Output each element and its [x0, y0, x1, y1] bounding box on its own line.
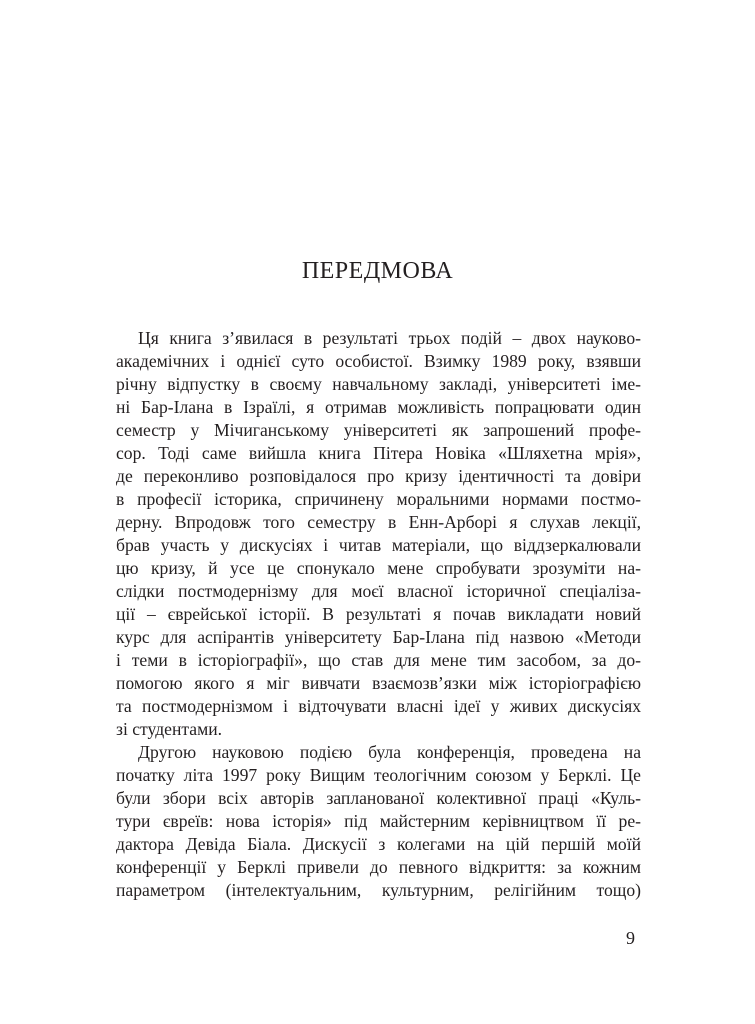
text-line: цю кризу, й усе це спонукало мене спробувати зрозуміти на-	[116, 558, 641, 578]
page-number: 9	[626, 928, 635, 948]
chapter-title: ПЕРЕДМОВА	[301, 258, 454, 284]
text-line: конференції у Берклі привели до певного відкриття: за кожним	[116, 857, 641, 877]
paragraph	[116, 327, 641, 741]
body-text	[116, 327, 641, 902]
text-line: помогою якого я міг вивчати взаємозв’язки між історіографією	[116, 673, 641, 693]
text-line: сор. Тоді саме вийшла книга Пітера Новіка «Шляхетна мрія»,	[116, 443, 641, 463]
text-line: та постмодернізмом і відточувати власні ідеї у живих дискусіях	[116, 696, 641, 716]
text-line: дерну. Впродовж того семестру в Енн-Арборі я слухав лекції,	[116, 512, 641, 532]
text-line: параметром (інтелектуальним, культурним, релігійним тощо)	[116, 880, 641, 900]
text-line: були збори всіх авторів запланованої колективної праці «Куль-	[116, 788, 641, 808]
text-line: ції – єврейської історії. В результаті я почав викладати новий	[116, 604, 641, 624]
text-line: семестр у Мічиганському університеті як запрошений профе-	[116, 420, 641, 440]
text-line: брав участь у дискусіях і читав матеріали, що віддзеркалювали	[116, 535, 641, 555]
text-line: річну відпустку в своєму навчальному закладі, університеті іме-	[116, 374, 641, 394]
text-line: тури євреїв: нова історія» під майстерним керівництвом її ре-	[116, 811, 641, 831]
text-line: дактора Девіда Біала. Дискусії з колегами на цій першій моїй	[116, 834, 641, 854]
text-line: зі студентами.	[116, 719, 223, 739]
paragraph	[116, 741, 641, 902]
text-line: початку літа 1997 року Вищим теологічним союзом у Берклі. Це	[116, 765, 641, 785]
text-line: в професії історика, спричинену моральними нормами постмо-	[116, 489, 641, 509]
text-line: Ця книга з’явилася в результаті трьох подій – двох науково-	[138, 328, 641, 348]
text-line: курс для аспірантів університету Бар-Ілана під назвою «Методи	[116, 627, 641, 647]
text-line: де переконливо розповідалося про кризу ідентичності та довіри	[116, 466, 641, 486]
text-line: Другою науковою подією була конференція, проведена на	[138, 742, 641, 762]
text-line: і теми в історіографії», що став для мене тим засобом, за до-	[116, 650, 641, 670]
text-line: ні Бар-Ілана в Ізраїлі, я отримав можливість попрацювати один	[116, 397, 641, 417]
text-line: академічних і однієї суто особистої. Взимку 1989 року, взявши	[116, 351, 641, 371]
text-line: слідки постмодернізму для моєї власної історичної спеціаліза-	[116, 581, 641, 601]
